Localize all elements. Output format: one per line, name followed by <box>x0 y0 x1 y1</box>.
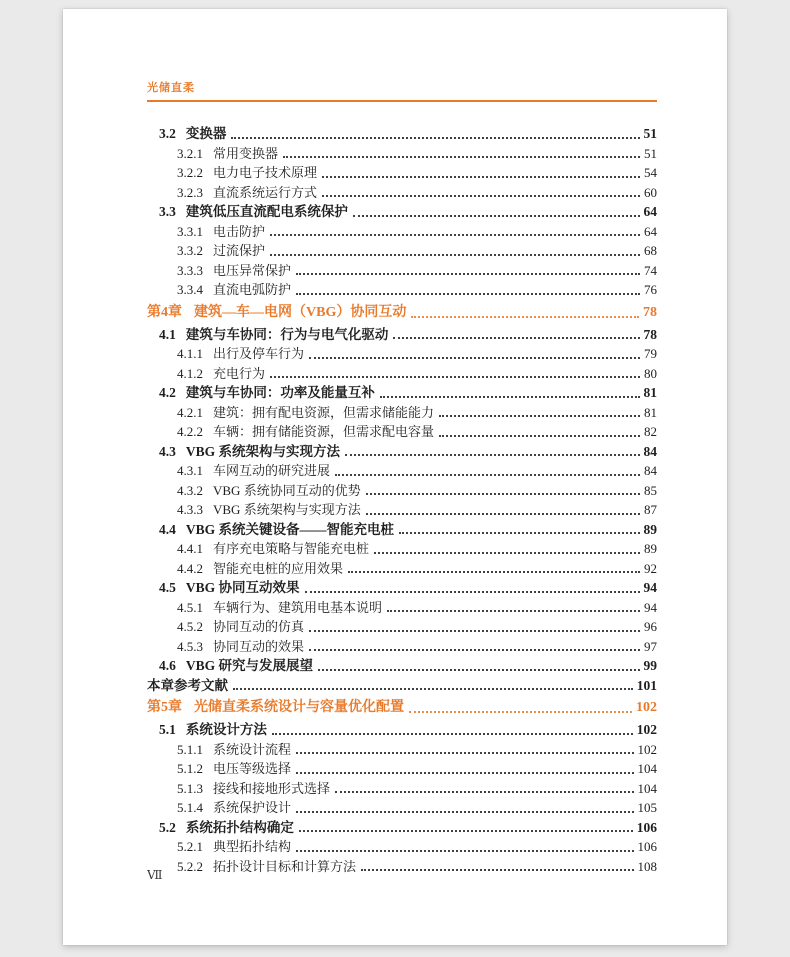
toc-entry <box>147 403 657 423</box>
toc-entry <box>147 637 657 657</box>
dot-leader <box>387 610 640 612</box>
toc-entry-page: 78 <box>643 304 657 320</box>
toc-entry-title: 充电行为 <box>213 365 266 381</box>
dot-leader <box>439 415 640 417</box>
dot-leader <box>309 357 640 359</box>
toc-entry-number: 3.3.2 <box>177 243 203 258</box>
toc-entry-number: 5.1 <box>159 722 176 737</box>
dot-leader <box>270 254 640 256</box>
dot-leader <box>366 493 640 495</box>
toc-entry-title: 过流保护 <box>213 243 266 258</box>
toc-entry-number: 3.3.3 <box>177 262 203 278</box>
toc-entry-number: 4.1 <box>159 326 176 342</box>
toc-entry-number: 4.4 <box>159 521 176 537</box>
toc-entry-page: 64 <box>643 204 657 219</box>
toc-entry-title: 直流系统运行方式 <box>213 184 318 200</box>
toc-entry-page: 81 <box>644 404 657 420</box>
toc-entry-title: 电力电子技术原理 <box>213 165 318 180</box>
toc-entry-number: 4.5 <box>159 580 176 595</box>
toc-entry-number: 4.6 <box>159 658 176 673</box>
toc-entry-title: 有序充电策略与智能充电桩 <box>213 541 370 556</box>
toc-entry-number: 5.2.2 <box>177 858 203 874</box>
toc-entry-number: 5.2 <box>159 819 176 835</box>
toc-entry-title: 接线和接地形式选择 <box>213 780 331 796</box>
dot-leader <box>345 454 639 456</box>
dot-leader <box>296 752 633 754</box>
running-head: 光储直柔 <box>147 82 195 94</box>
toc-entry-number: 4.2.1 <box>177 404 203 420</box>
dot-leader <box>296 811 633 813</box>
toc-entry-page: 102 <box>636 722 657 737</box>
toc-entry-page: 106 <box>637 839 657 854</box>
toc-entry-page: 105 <box>637 800 657 815</box>
toc-entry-page: 68 <box>644 243 657 258</box>
toc-entry <box>147 163 657 183</box>
toc-entry <box>147 344 657 364</box>
toc-entry-page: 104 <box>637 780 657 796</box>
toc-entry-page: 84 <box>644 463 657 478</box>
page-header <box>147 82 657 102</box>
toc-entry <box>147 578 657 598</box>
dot-leader <box>270 234 640 236</box>
toc-entry-title: 系统拓扑结构确定 <box>185 819 294 835</box>
dot-leader <box>411 316 639 318</box>
dot-leader <box>296 293 640 295</box>
toc-entry-page: 89 <box>644 541 657 556</box>
toc-entry <box>147 183 657 203</box>
dot-leader <box>309 649 640 651</box>
toc-entry-number: 4.3.1 <box>177 463 203 478</box>
toc-entry <box>147 481 657 501</box>
table-of-contents <box>147 124 657 876</box>
dot-leader <box>361 869 633 871</box>
toc-entry <box>147 539 657 559</box>
toc-entry-title: 光储直柔系统设计与容量优化配置 <box>194 700 404 715</box>
toc-entry-title: 本章参考文献 <box>147 677 228 693</box>
dot-leader <box>399 532 639 534</box>
toc-entry-page: 54 <box>644 165 657 180</box>
toc-entry <box>147 617 657 637</box>
toc-entry-title: 建筑：拥有配电资源，但需求储能能力 <box>213 404 435 420</box>
toc-entry <box>147 520 657 540</box>
toc-entry-page: 102 <box>636 700 657 715</box>
toc-entry-number: 第4章 <box>147 304 182 320</box>
dot-leader <box>393 337 639 339</box>
toc-entry-number: 4.5.1 <box>177 599 203 615</box>
toc-entry-page: 102 <box>637 741 657 757</box>
dot-leader <box>296 850 633 852</box>
toc-entry-number: 4.3.3 <box>177 502 203 517</box>
toc-entry-title: 常用变换器 <box>213 145 279 161</box>
toc-entry-page: 79 <box>644 346 657 361</box>
toc-entry <box>147 697 657 718</box>
toc-entry <box>147 779 657 799</box>
toc-entry-number: 4.2 <box>159 385 176 400</box>
toc-entry-title: 电压异常保护 <box>213 262 292 278</box>
toc-entry <box>147 442 657 462</box>
toc-entry-number: 4.4.1 <box>177 541 203 556</box>
toc-entry-title: 建筑—车—电网（VBG）协同互动 <box>194 304 407 320</box>
toc-entry-number: 5.1.2 <box>177 761 203 776</box>
toc-entry <box>147 598 657 618</box>
toc-entry <box>147 422 657 442</box>
toc-entry-title: 车辆行为、建筑用电基本说明 <box>213 599 383 615</box>
toc-entry <box>147 740 657 760</box>
toc-entry-number: 第5章 <box>147 700 182 715</box>
toc-entry-number: 4.5.2 <box>177 619 203 634</box>
toc-entry-title: VBG 系统架构与实现方法 <box>213 502 361 517</box>
dot-leader <box>270 376 640 378</box>
toc-entry-page: 81 <box>643 385 657 400</box>
toc-entry <box>147 144 657 164</box>
toc-entry-title: VBG 系统架构与实现方法 <box>185 443 341 459</box>
toc-entry-title: 车辆：拥有储能资源，但需求配电容量 <box>213 424 435 439</box>
dot-leader <box>318 669 639 671</box>
toc-entry-page: 96 <box>644 619 657 634</box>
toc-entry-page: 60 <box>644 184 657 200</box>
dot-leader <box>439 435 640 437</box>
dot-leader <box>374 552 640 554</box>
toc-entry-page: 101 <box>636 677 657 693</box>
toc-entry <box>147 124 657 144</box>
toc-entry <box>147 798 657 818</box>
toc-entry-title: 拓扑设计目标和计算方法 <box>213 858 357 874</box>
dot-leader <box>366 513 640 515</box>
toc-entry-number: 4.4.2 <box>177 560 203 576</box>
toc-entry-number: 3.2.1 <box>177 145 203 161</box>
toc-entry <box>147 241 657 261</box>
toc-entry-number: 3.2.3 <box>177 184 203 200</box>
toc-entry-page: 99 <box>643 658 657 673</box>
toc-entry-title: 系统设计流程 <box>213 741 292 757</box>
header-rule <box>147 100 657 102</box>
toc-entry-number: 3.3.4 <box>177 282 203 297</box>
toc-entry-title: 建筑低压直流配电系统保护 <box>185 204 348 219</box>
page-footer <box>147 868 163 883</box>
toc-entry-number: 4.2.2 <box>177 424 203 439</box>
toc-entry <box>147 302 657 323</box>
toc-entry <box>147 202 657 222</box>
folio-page-number: Ⅶ <box>147 868 163 882</box>
dot-leader <box>305 591 640 593</box>
toc-entry-title: 建筑与车协同：行为与电气化驱动 <box>185 326 389 342</box>
toc-entry <box>147 676 657 696</box>
toc-entry-number: 3.3 <box>159 204 176 219</box>
toc-entry <box>147 559 657 579</box>
dot-leader <box>231 137 639 139</box>
toc-entry <box>147 720 657 740</box>
dot-leader <box>322 176 640 178</box>
toc-entry-page: 51 <box>643 126 657 141</box>
dot-leader <box>322 195 640 197</box>
toc-entry-title: 变换器 <box>185 126 227 141</box>
dot-leader <box>296 772 633 774</box>
toc-entry-title: 系统保护设计 <box>213 800 292 815</box>
toc-entry-page: 92 <box>644 560 657 576</box>
toc-entry-title: VBG 系统协同互动的优势 <box>213 482 361 498</box>
toc-entry-page: 97 <box>644 638 657 654</box>
dot-leader <box>309 630 640 632</box>
dot-leader <box>380 396 640 398</box>
dot-leader <box>335 474 640 476</box>
toc-entry-number: 3.2 <box>159 126 176 141</box>
toc-entry-number: 4.1.1 <box>177 346 203 361</box>
toc-entry-title: 电击防护 <box>213 223 266 239</box>
toc-entry <box>147 500 657 520</box>
toc-entry-title: 建筑与车协同：功率及能量互补 <box>185 385 375 400</box>
toc-entry-number: 4.3 <box>159 443 176 459</box>
book-page <box>63 9 727 945</box>
toc-entry-title: VBG 研究与发展展望 <box>185 658 314 673</box>
toc-entry-page: 51 <box>644 145 657 161</box>
toc-entry-number: 4.3.2 <box>177 482 203 498</box>
toc-entry <box>147 656 657 676</box>
toc-entry-page: 74 <box>644 262 657 278</box>
toc-entry-page: 106 <box>636 819 657 835</box>
toc-entry-title: 典型拓扑结构 <box>213 839 292 854</box>
toc-entry <box>147 818 657 838</box>
toc-entry-page: 104 <box>637 761 657 776</box>
toc-entry-title: 电压等级选择 <box>213 761 292 776</box>
toc-entry <box>147 222 657 242</box>
toc-entry-number: 5.1.1 <box>177 741 203 757</box>
toc-entry <box>147 325 657 345</box>
toc-entry-page: 87 <box>644 502 657 517</box>
toc-entry <box>147 383 657 403</box>
dot-leader <box>299 830 633 832</box>
toc-entry <box>147 280 657 300</box>
toc-entry-number: 5.2.1 <box>177 839 203 854</box>
toc-entry-number: 5.1.3 <box>177 780 203 796</box>
toc-entry <box>147 461 657 481</box>
toc-entry-page: 80 <box>644 365 657 381</box>
toc-entry-number: 4.5.3 <box>177 638 203 654</box>
dot-leader <box>272 733 633 735</box>
toc-entry-page: 84 <box>643 443 657 459</box>
toc-entry-page: 108 <box>637 858 657 874</box>
dot-leader <box>335 791 633 793</box>
toc-entry <box>147 364 657 384</box>
dot-leader <box>409 711 632 713</box>
toc-entry-title: 系统设计方法 <box>185 722 267 737</box>
toc-entry-page: 89 <box>643 521 657 537</box>
toc-entry <box>147 759 657 779</box>
toc-entry-page: 94 <box>643 580 657 595</box>
toc-entry-page: 78 <box>643 326 657 342</box>
toc-entry-number: 3.2.2 <box>177 165 203 180</box>
toc-entry-title: 智能充电桩的应用效果 <box>213 560 344 576</box>
dot-leader <box>296 273 640 275</box>
toc-entry-title: 协同互动的效果 <box>213 638 305 654</box>
toc-entry <box>147 857 657 877</box>
toc-entry-title: VBG 系统关键设备——智能充电桩 <box>185 521 395 537</box>
dot-leader <box>233 688 633 690</box>
toc-entry-title: 协同互动的仿真 <box>213 619 305 634</box>
toc-entry <box>147 837 657 857</box>
toc-entry-page: 76 <box>644 282 657 297</box>
toc-entry-number: 3.3.1 <box>177 223 203 239</box>
toc-entry-page: 85 <box>644 482 657 498</box>
dot-leader <box>353 215 640 217</box>
dot-leader <box>283 156 640 158</box>
toc-entry-page: 82 <box>644 424 657 439</box>
toc-entry-title: 出行及停车行为 <box>213 346 305 361</box>
toc-entry <box>147 261 657 281</box>
toc-entry-number: 5.1.4 <box>177 800 203 815</box>
toc-entry-page: 94 <box>644 599 657 615</box>
toc-entry-page: 64 <box>644 223 657 239</box>
dot-leader <box>348 571 640 573</box>
toc-entry-title: 直流电弧防护 <box>213 282 292 297</box>
toc-entry-title: VBG 协同互动效果 <box>185 580 300 595</box>
toc-entry-title: 车网互动的研究进展 <box>213 463 331 478</box>
toc-entry-number: 4.1.2 <box>177 365 203 381</box>
